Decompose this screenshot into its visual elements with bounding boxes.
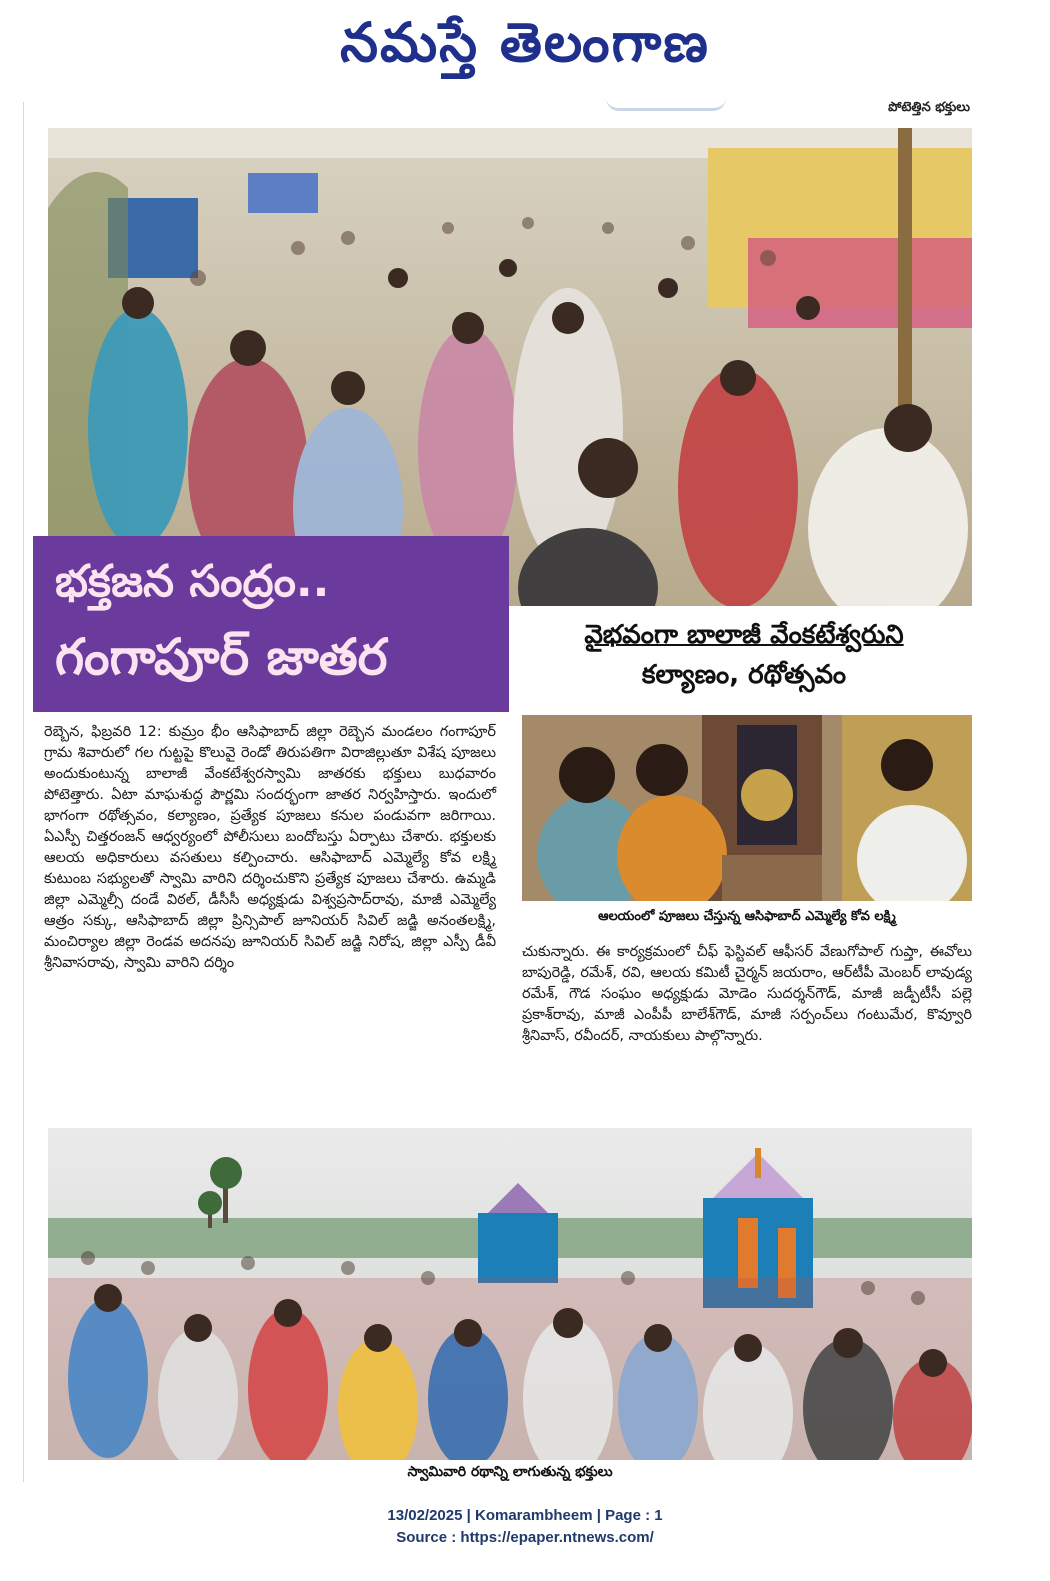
temple-photo-caption: ఆలయంలో పూజలు చేస్తున్న ఆసిఫాబాద్ ఎమ్మెల్యే కోవ లక్ష్మి bbox=[598, 909, 896, 924]
crowd-photo bbox=[48, 128, 972, 606]
footer-date-edition: 13/02/2025 | Komarambheem | Page : 1 bbox=[387, 1507, 663, 1524]
subheading-line-2: కల్యాణం, రథోత్సవం bbox=[641, 660, 847, 690]
headline-box bbox=[33, 536, 509, 712]
article-body-right: చుకున్నారు. ఈ కార్యక్రమంలో చీఫ్ ఫెస్టివల్ ఆఫీసర్ వేణుగోపాల్ గుప్తా, ఈవోలు బాపురెడ్డి, రమేశ్, రవి, ఆలయ కమిటీ చైర్మన్ జయరాం, ఆర్‌టీపీ మెంబర్ లావుడ్య రమేశ్, గౌడ సంఘం అధ్యక్షుడు మోడెం సుదర్శన్‌గౌడ్, మాజీ జడ్పీటీసీ పల్లె ప్రకాశ్‌రావు, మాజీ ఎంపీపీ బాలేశ్‌గౌడ్, మాజీ సర్పంచ్‌లు గంటుమేర, కొవ్వూరి శ్రీనివాస్, రవీందర్, నాయకులు పాల్గొన్నారు. bbox=[522, 944, 972, 1044]
column-rule bbox=[23, 102, 24, 1482]
subheading bbox=[516, 615, 972, 695]
headline-line-2: గంగాపూర్ జాతర bbox=[55, 628, 388, 686]
chariot-photo-caption: స్వామివారి రథాన్ని లాగుతున్న భక్తులు bbox=[407, 1464, 613, 1480]
temple-photo bbox=[522, 715, 972, 901]
chariot-photo bbox=[48, 1128, 972, 1460]
page-footer bbox=[0, 1505, 1050, 1549]
headline-line-1: భక్తజన సంద్రం.. bbox=[55, 556, 330, 607]
decorative-arc bbox=[606, 98, 726, 111]
footer-source: Source : https://epaper.ntnews.com/ bbox=[396, 1529, 654, 1546]
masthead-logo: నమస్తే తెలంగాణ bbox=[340, 10, 710, 74]
subheading-line-1: వైభవంగా బాలాజీ వేంకటేశ్వరుని bbox=[584, 620, 904, 650]
top-photo-caption: పోటెత్తిన భక్తులు bbox=[888, 100, 970, 115]
article-body-left: రెబ్బెన, ఫిబ్రవరి 12: కుమ్రం భీం ఆసిఫాబాద్ జిల్లా రెబ్బెన మండలం గంగాపూర్ గ్రామ శివారులో గల గుట్టపై కొలువై రెండో తిరుపతిగా విరాజిల్లుతూ విశేష పూజలు అందుకుంటున్న బాలాజీ వేంకటేశ్వరస్వామి జాతరకు భక్తులు బుధవారం పోటెత్తారు. ఏటా మాఘశుద్ధ పౌర్ణమి సందర్భంగా జాతర నిర్వహిస్తారు. ఇందులో భాగంగా రథోత్సవం, కల్యాణం, ప్రత్యేక పూజలు కనుల పండువగా జరిగాయి. ఏఎస్పీ చిత్తరంజన్ ఆధ్వర్యంలో పోలీసులు బందోబస్తు ఏర్పాటు చేశారు. భక్తులకు ఆలయ అధికారులు వసతులు కల్పించారు. ఆసిఫాబాద్ ఎమ్మెల్యే కోవ లక్ష్మి కుటుంబ సభ్యులతో స్వామి వారిని దర్శించుకొని ప్రత్యేక పూజలు చేశారు. ఉమ్మడి జిల్లా ఎమ్మెల్సీ దండే విఠల్, డీసీసీ అధ్యక్షుడు విశ్వప్రసాద్‌రావు, మాజీ ఎమ్మెల్యే ఆత్రం సక్కు, ఆసిఫాబాద్ జిల్లా ప్రిన్సిపాల్ జూనియర్ సివిల్ జడ్జి అనంతలక్ష్మి, మంచిర్యాల జిల్లా రెండవ అదనపు జూనియర్ సివిల్ జడ్జి నిరోష, జిల్లా ఎస్పీ డీవీ శ్రీనివాసరావు, స్వామి వారిని దర్శిం bbox=[44, 724, 496, 971]
